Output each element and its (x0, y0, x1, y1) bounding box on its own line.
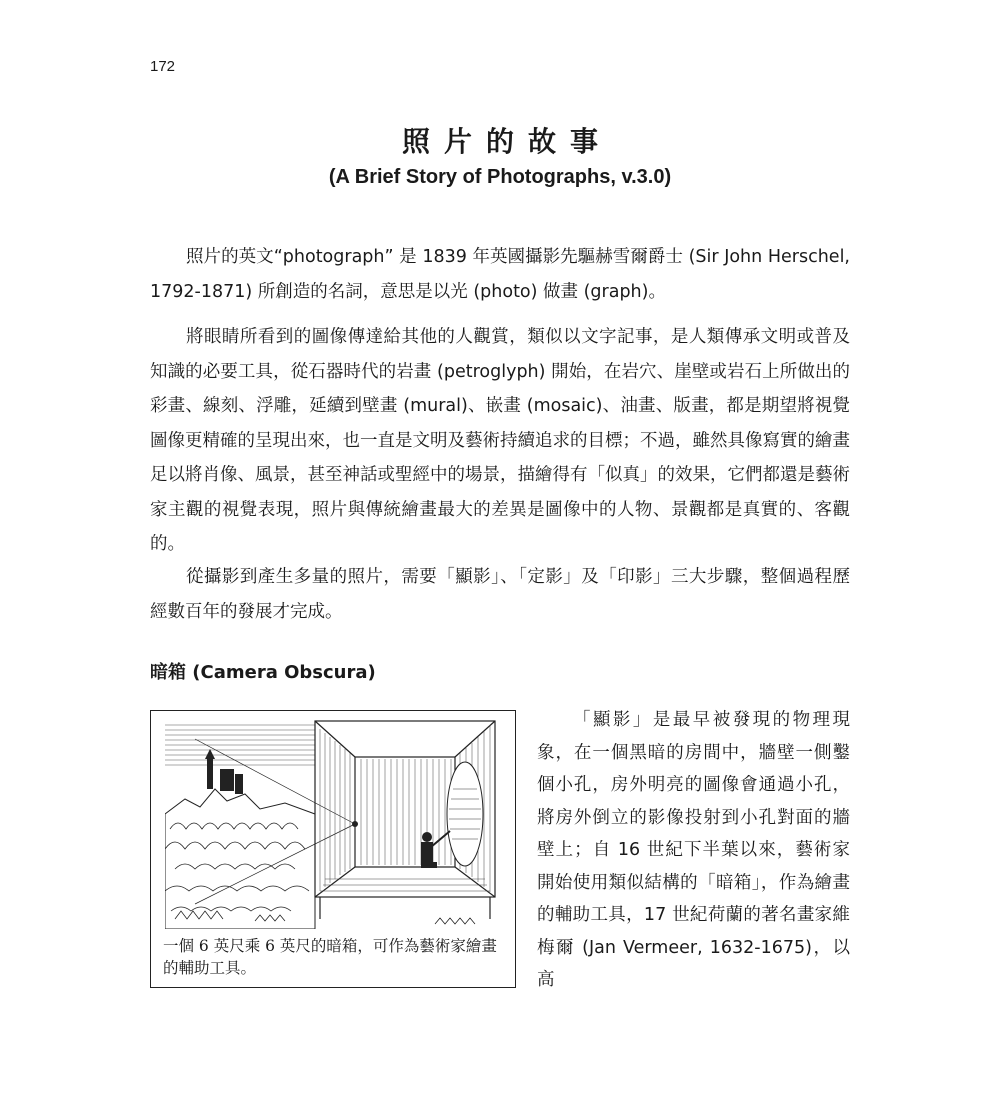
paragraph-history: 將眼睛所看到的圖像傳達給其他的人觀賞，類似以文字記事，是人類傳承文明或普及知識的必要工具，從石器時代的岩畫 (petroglyph) 開始，在岩穴、崖壁或岩石上所做出的彩畫、線刻、浮雕，延續到壁畫 (mural)、嵌畫 (mosaic)、油畫、版畫，都是期望將視覺圖像更精確的呈現出來，也一直是文明及藝術持續追求的目標；不過，雖然具像寫實的繪畫足以將肖像、風景，甚至神話或聖經中的場景，描繪得有「似真」的效果，它們都還是藝術家主觀的視覺表現，照片與傳統繪畫最大的差異是圖像中的人物、景觀都是真實的、客觀的。 (150, 327, 850, 554)
figure-box (150, 710, 516, 988)
paragraph-steps: 從攝影到產生多量的照片，需要「顯影」、「定影」及「印影」三大步驟，整個過程歷經數百年的發展才完成。 (150, 567, 850, 622)
section-heading: 暗箱 (Camera Obscura) (150, 662, 376, 683)
paragraph-intro: 照片的英文“photograph” 是 1839 年英國攝影先驅赫雪爾爵士 (Sir John Herschel, 1792-1871) 所創造的名詞，意思是以光 (photo) 做畫 (graph)。 (150, 247, 850, 302)
page-number: 172 (150, 58, 176, 75)
figure-caption: 一個 6 英尺乘 6 英尺的暗箱，可作為藝術家繪畫的輔助工具。 (163, 937, 497, 977)
page-title: 照片的故事 (401, 125, 612, 158)
camera-obscura-illustration (165, 719, 501, 929)
paragraph-camera-obscura: 「顯影」是最早被發現的物理現象，在一個黑暗的房間中，牆壁一側鑿個小孔，房外明亮的圖像會通過小孔，將房外倒立的影像投射到小孔對面的牆壁上；自 16 世紀下半葉以來，藝術家開始使用類似結構的「暗箱」，作為繪畫的輔助工具，17 世紀荷蘭的著名畫家維梅爾 (Jan Vermeer, 1632-1675)，以高 (537, 710, 850, 990)
page-subtitle: (A Brief Story of Photographs, v.3.0) (328, 166, 672, 188)
